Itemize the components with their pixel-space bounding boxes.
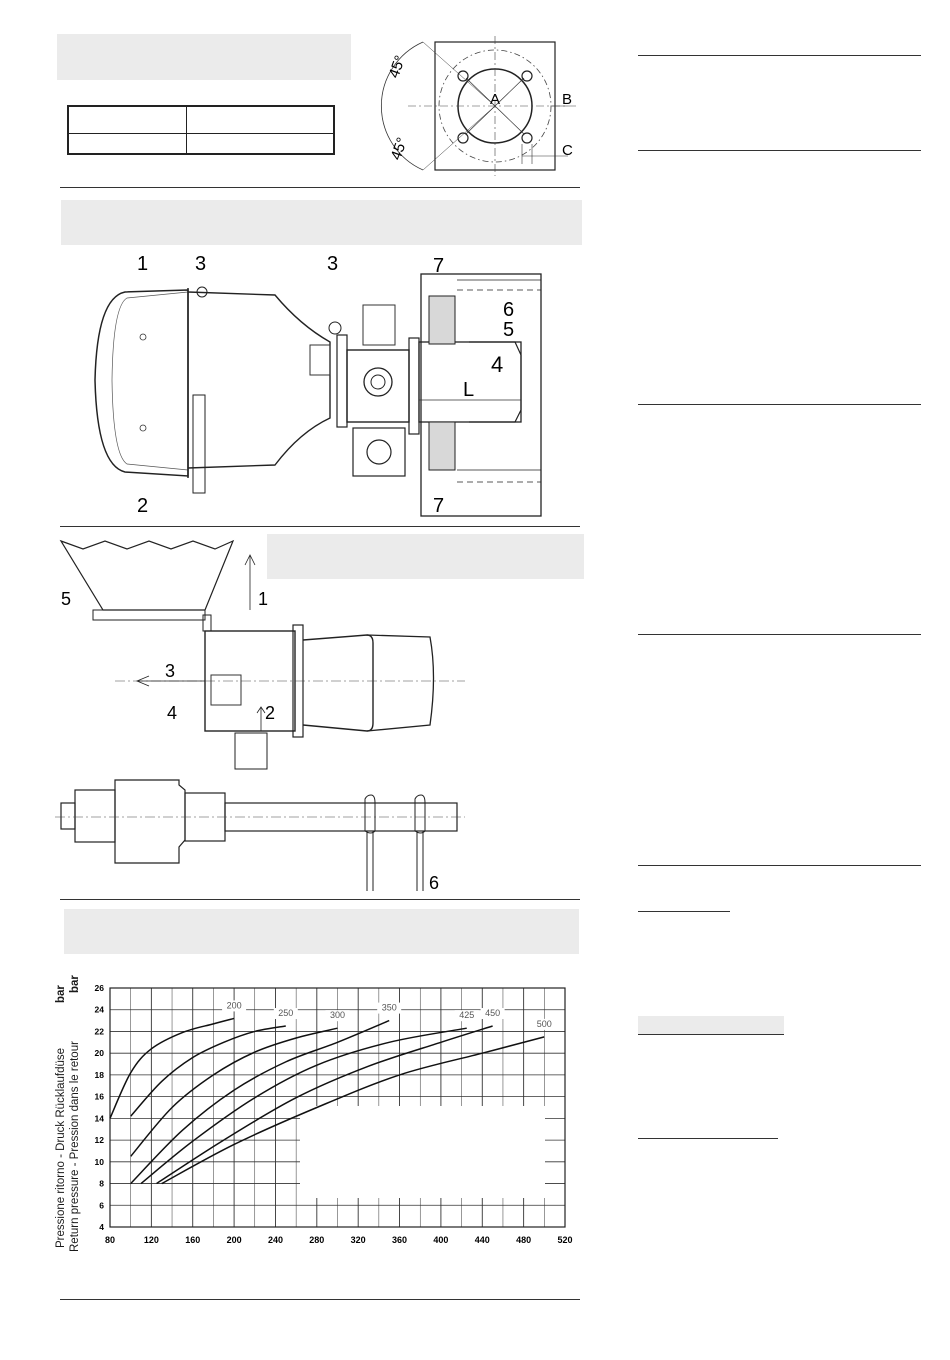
hydraulic-drawing [55,535,465,893]
label-c: C [562,142,573,159]
dimensions-table [67,105,335,155]
right-rule-3 [638,404,921,405]
series-curve-250 [131,1026,286,1116]
right-rule-5 [638,865,921,866]
label-a: A [490,91,501,108]
burner-callout-L: L [463,379,475,401]
chart-ylabel-2: Return pressure - Pression dans le retour [69,1041,81,1252]
hydraulic-callout-2: 2 [265,703,276,723]
right-rule-7 [638,1034,784,1035]
x-tick-label: 480 [516,1235,532,1245]
burner-callout-1: 1 [137,253,149,275]
left-rule-4 [60,1299,580,1300]
series-label-450: 450 [485,1008,501,1019]
burner-callout-3b: 3 [327,253,339,275]
hydraulic-callout-5: 5 [61,589,72,609]
left-rule-2 [60,526,580,527]
angle-top-label: 45° [385,53,410,81]
y-tick-label: 22 [94,1026,104,1037]
section-header-box-1 [57,34,351,80]
y-tick-label: 12 [94,1135,104,1146]
angle-bottom-label: 45° [387,135,412,163]
y-tick-label: 16 [94,1091,104,1102]
y-tick-label: 26 [94,983,104,993]
section-header-box-2 [61,200,582,245]
hydraulic-callout-4: 4 [167,703,178,723]
y-tick-label: 8 [99,1178,104,1189]
left-rule-3 [60,899,580,900]
y-tick-label: 10 [94,1156,104,1167]
x-tick-label: 400 [433,1235,449,1245]
table-row [69,107,333,134]
right-rule-6 [638,911,730,912]
hydraulic-callout-6: 6 [429,873,440,893]
series-label-350: 350 [381,1002,397,1013]
burner-callout-3a: 3 [195,253,207,275]
x-tick-label: 240 [267,1235,283,1245]
hydraulic-callout-1: 1 [258,589,269,609]
chart-yunit-2: bar [69,975,81,993]
x-tick-label: 360 [392,1235,408,1245]
y-tick-label: 20 [94,1048,104,1059]
chart-ylabel-1: Pressione ritorno - Druck Rücklaufdüse [55,1047,67,1248]
right-rule-2 [638,150,921,151]
y-tick-label: 18 [94,1069,104,1080]
series-label-250: 250 [278,1008,294,1019]
burner-callout-5: 5 [503,319,515,341]
hydraulic-callout-3: 3 [165,661,176,681]
x-tick-label: 280 [309,1235,325,1245]
burner-callout-7a: 7 [433,255,445,277]
burner-drawing [85,250,545,520]
right-rule-8 [638,1138,778,1139]
burner-callout-4: 4 [491,352,504,377]
flange-drawing [378,36,590,178]
x-tick-label: 440 [474,1235,490,1245]
series-label-500: 500 [536,1018,552,1029]
x-tick-label: 320 [350,1235,366,1245]
x-tick-label: 120 [143,1235,159,1245]
x-tick-label: 520 [557,1235,573,1245]
label-b: B [562,91,573,108]
y-tick-label: 6 [99,1200,104,1211]
series-label-300: 300 [329,1010,346,1021]
chart-blank-area [300,1106,545,1198]
right-rule-1 [638,55,921,56]
series-label-200: 200 [226,1000,242,1011]
burner-callout-6: 6 [503,299,515,321]
y-tick-label: 24 [94,1004,104,1015]
x-tick-label: 80 [104,1235,116,1245]
chart-series-labels [222,1000,556,1029]
burner-callout-2: 2 [137,495,149,517]
section-header-box-4 [64,909,579,954]
y-tick-label: 14 [94,1113,104,1124]
right-rule-4 [638,634,921,635]
return-pressure-chart [80,978,585,1253]
burner-callout-7b: 7 [433,495,445,517]
left-rule-1 [60,187,580,188]
y-tick-label: 4 [99,1222,104,1232]
right-gray-band [638,1016,784,1034]
x-tick-label: 160 [185,1235,201,1245]
table-column-divider [186,107,187,153]
x-tick-label: 200 [226,1235,242,1245]
chart-yunit-1: bar [55,985,67,1003]
series-label-425: 425 [459,1010,475,1021]
